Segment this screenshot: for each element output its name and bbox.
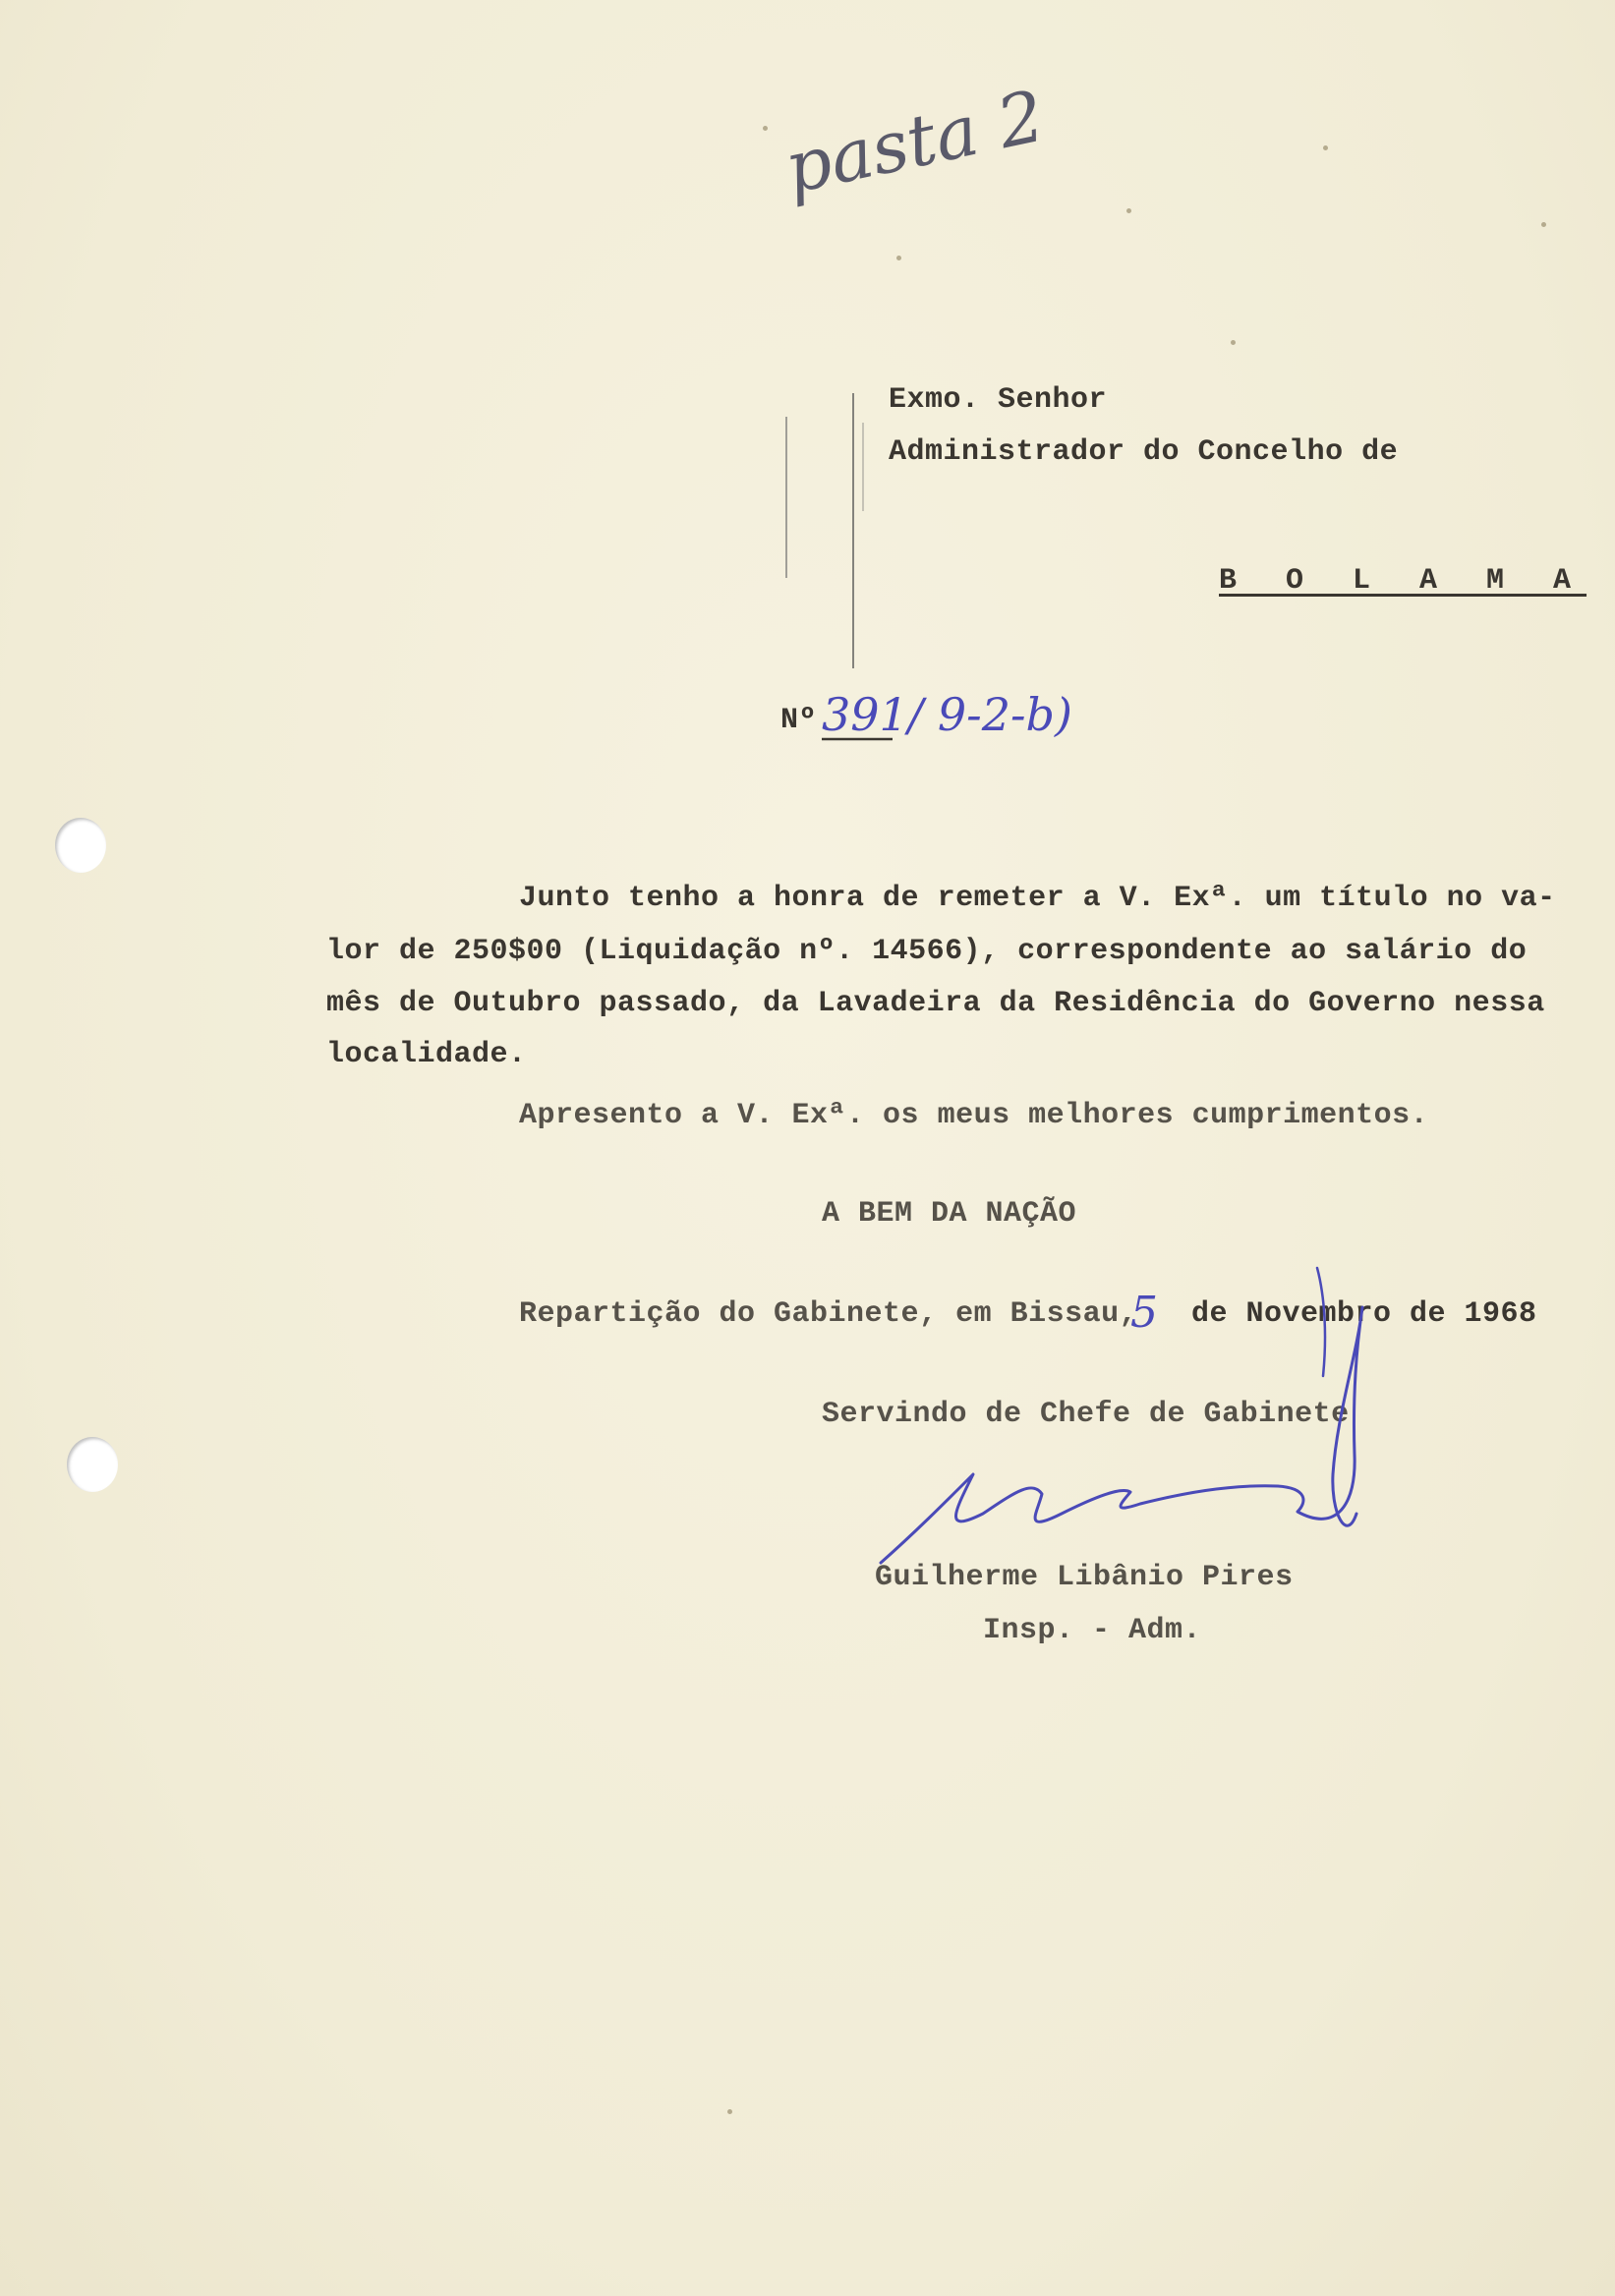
closing-place-date-prefix: Repartição do Gabinete, em Bissau, [519,1297,1138,1331]
body-paragraph1-line4: localidade. [326,1038,527,1071]
reference-prefix: Nº [780,704,818,737]
addressee-place: B O L A M A [1219,564,1587,598]
folder-note-handwritten: pasta 2 [778,74,1052,210]
addressee-title: Administrador do Concelho de [889,435,1399,469]
signer-title: Insp. - Adm. [983,1614,1202,1647]
closing-date-day-handwritten: 5 [1130,1288,1158,1338]
addressee-salutation: Exmo. Senhor [889,383,1108,417]
signer-name: Guilherme Libânio Pires [875,1561,1294,1594]
body-paragraph2: Apresento a V. Exª. os meus melhores cumprimentos. [519,1099,1429,1132]
closing-role: Servindo de Chefe de Gabinete [822,1398,1350,1431]
body-paragraph1-line1: Junto tenho a honra de remeter a V. Exª. um título no va- [519,882,1556,915]
body-paragraph1-line3: mês de Outubro passado, da Lavadeira da Residência do Governo nessa [326,987,1545,1020]
closing-motto: A BEM DA NAÇÃO [822,1197,1077,1231]
body-paragraph1-line2: lor de 250$00 (Liquidação nº. 14566), correspondente ao salário do [326,935,1528,968]
reference-number-handwritten: 391/ 9-2-b) [822,688,1072,741]
closing-date-suffix: de Novembro de 1968 [1191,1297,1537,1331]
